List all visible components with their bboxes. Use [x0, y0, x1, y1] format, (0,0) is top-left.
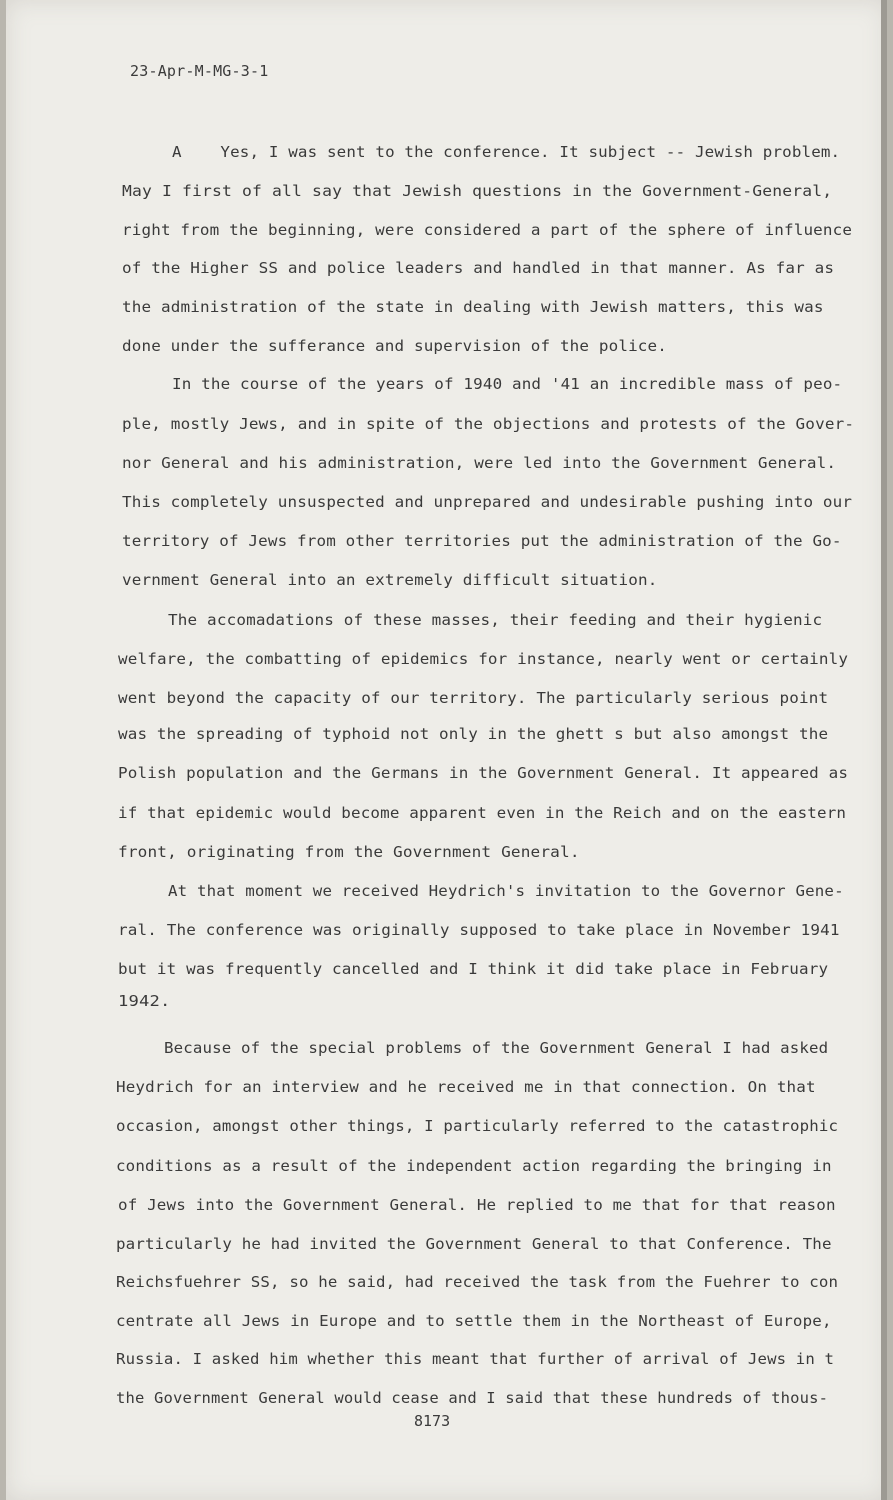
- page-edge: [881, 0, 887, 1500]
- text-line: Polish population and the Germans in the Government General. It appeared as: [118, 764, 849, 782]
- text-line: front, originating from the Government General.: [118, 843, 580, 861]
- text-line: right from the beginning, were considered a part of the sphere of influence: [122, 221, 853, 239]
- text-line: Heydrich for an interview and he received me in that connection. On that: [116, 1078, 816, 1096]
- text-line: done under the sufferance and supervision of the police.: [122, 337, 668, 355]
- text-line: ple, mostly Jews, and in spite of the objections and protests of the Gover-: [122, 415, 855, 433]
- text-line: ral. The conference was originally supposed to take place in November 1941: [118, 921, 840, 939]
- text-line: particularly he had invited the Government General to that Conference. The: [116, 1235, 832, 1253]
- text-line: of the Higher SS and police leaders and handled in that manner. As far as: [122, 259, 835, 277]
- text-line: 1942.: [118, 992, 171, 1010]
- text-line: occasion, amongst other things, I particularly referred to the catastrophic: [116, 1117, 839, 1135]
- text-line: A Yes, I was sent to the conference. It subject -- Jewish problem.: [172, 143, 841, 161]
- text-line: Because of the special problems of the Government General I had asked: [164, 1039, 829, 1057]
- text-line: the administration of the state in dealing with Jewish matters, this was: [122, 298, 824, 316]
- text-line: At that moment we received Heydrich's invitation to the Governor Gene-: [168, 882, 844, 900]
- text-line: vernment General into an extremely difficult situation.: [122, 571, 658, 589]
- text-line: May I first of all say that Jewish questions in the Government-General,: [122, 182, 833, 200]
- text-line: conditions as a result of the independent action regarding the bringing in: [116, 1157, 832, 1175]
- text-line: In the course of the years of 1940 and '41 an incredible mass of peo-: [172, 375, 843, 393]
- document-page: [6, 0, 887, 1500]
- text-line: of Jews into the Government General. He replied to me that for that reason: [118, 1196, 836, 1214]
- text-line: The accomadations of these masses, their feeding and their hygienic: [168, 611, 823, 629]
- page-number: 8173: [414, 1412, 451, 1430]
- text-line: the Government General would cease and I said that these hundreds of thous-: [116, 1389, 829, 1407]
- text-line: territory of Jews from other territories put the administration of the Go-: [122, 532, 842, 550]
- text-line: centrate all Jews in Europe and to settle them in the Northeast of Europe,: [116, 1312, 832, 1330]
- text-line: but it was frequently cancelled and I think it did take place in February: [118, 960, 829, 978]
- text-line: went beyond the capacity of our territory. The particularly serious point: [118, 689, 829, 707]
- text-line: Reichsfuehrer SS, so he said, had received the task from the Fuehrer to con: [116, 1273, 839, 1291]
- text-line: welfare, the combatting of epidemics for instance, nearly went or certainly: [118, 650, 849, 668]
- text-line: Russia. I asked him whether this meant that further of arrival of Jews in t: [116, 1350, 835, 1368]
- text-line: was the spreading of typhoid not only in the ghett s but also amongst the: [118, 725, 829, 743]
- text-line: if that epidemic would become apparent even in the Reich and on the eastern: [118, 804, 847, 822]
- text-line: nor General and his administration, were led into the Government General.: [122, 454, 837, 472]
- document-id: 23-Apr-M-MG-3-1: [130, 62, 269, 80]
- text-line: This completely unsuspected and unprepared and undesirable pushing into our: [122, 493, 853, 511]
